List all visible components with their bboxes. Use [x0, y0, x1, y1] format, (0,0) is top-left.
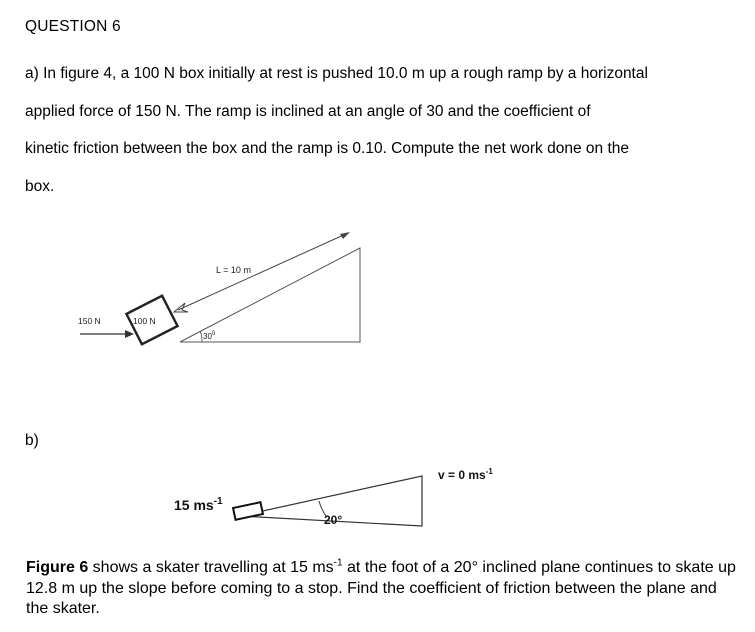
part-b-label: b)	[25, 432, 39, 449]
part-a-line: a) In figure 4, a 100 N box initially at rest is pushed 10.0 m up a rough ramp by a horizontal	[25, 65, 648, 82]
final-velocity-label: v = 0 $ms^{-1}$	[438, 467, 493, 482]
ramp-figure-a	[70, 225, 370, 350]
angle-arc-a	[200, 331, 202, 342]
part-a-line: box.	[25, 177, 55, 195]
angle-label-b: 20°	[324, 513, 343, 527]
box-label: 100 N	[133, 316, 156, 326]
caption-text-1: shows a skater travelling at 15 ms	[88, 559, 334, 576]
figure-6-caption	[26, 558, 741, 620]
part-a-line: applied force of 150 N. The ramp is inclined at an angle of 30 and the coefficient of	[25, 102, 591, 120]
length-arrow-head-up	[340, 232, 350, 239]
force-label: 150 N	[78, 316, 101, 326]
speed-label: 15 $ms^{-1}$	[174, 496, 223, 513]
question-title: QUESTION 6	[25, 18, 121, 35]
figure-reference: Figure 6	[26, 559, 89, 576]
ramp-triangle	[180, 248, 360, 342]
force-arrow-head	[125, 330, 134, 338]
incline-figure-b	[160, 460, 560, 540]
part-a-text	[25, 55, 725, 205]
length-label: L = 10 m	[216, 265, 251, 275]
caption-text-2: at the foot of a 20° inclined plane continues to skate up 12.8 m up the slope before coming to a stop. Find the coefficient of friction between the plane and the skater.	[26, 559, 736, 617]
part-a-line: kinetic friction between the box and the ramp is 0.10. Compute the net work done on the	[25, 140, 630, 157]
length-arrow-head-down	[174, 303, 188, 312]
angle-label-a: $30^0$	[203, 331, 216, 341]
caption-sup: -1	[333, 557, 343, 569]
